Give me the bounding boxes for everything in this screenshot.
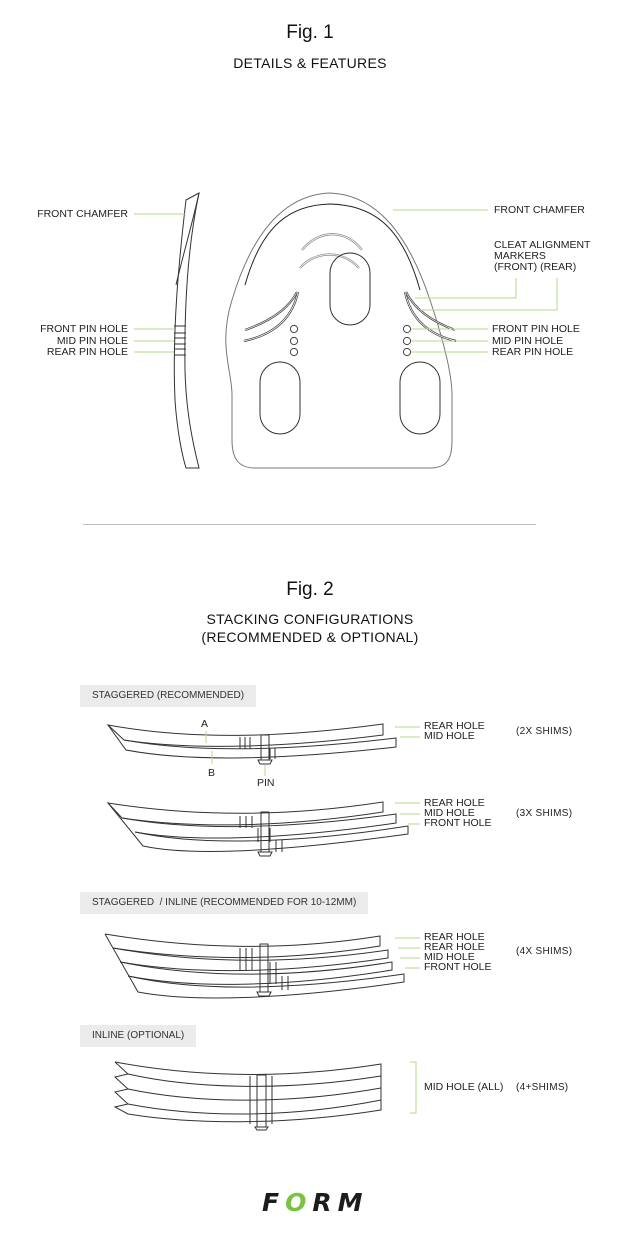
config1-hole-2: MID HOLE <box>424 730 475 742</box>
callout-a: A <box>201 718 209 730</box>
side-label-front-chamfer: FRONT CHAMFER <box>37 208 128 220</box>
fig2-title: Fig. 2 <box>286 579 334 600</box>
top-label-cleat-alignment-2: MARKERS <box>494 250 546 262</box>
side-label-mid-pin-hole: MID PIN HOLE <box>56 335 128 347</box>
config2-hole-3: FRONT HOLE <box>424 817 492 829</box>
config4-qty: (4+SHIMS) <box>516 1082 569 1093</box>
top-label-rear-pin-hole: REAR PIN HOLE <box>492 346 574 358</box>
stack-inline <box>115 1062 381 1130</box>
fig2-subtitle-line1: STACKING CONFIGURATIONS <box>206 611 414 627</box>
logo-letter-f: F <box>262 1188 286 1217</box>
top-label-mid-pin-hole: MID PIN HOLE <box>492 335 564 347</box>
config2-hole-1: REAR HOLE <box>424 797 485 809</box>
config3-qty: (4X SHIMS) <box>516 946 573 957</box>
config3-hole-4: FRONT HOLE <box>424 961 492 973</box>
stack-2-shims <box>108 724 396 764</box>
config3-hole-3: MID HOLE <box>424 951 475 963</box>
logo-letter-o: O <box>285 1188 313 1217</box>
config1-qty: (2X SHIMS) <box>516 726 573 737</box>
config4-hole: MID HOLE (ALL) <box>424 1081 504 1093</box>
config3-hole-2: REAR HOLE <box>424 941 485 953</box>
stack-4-shims <box>105 934 404 998</box>
callout-pin: PIN <box>257 777 275 789</box>
config2-hole-2: MID HOLE <box>424 807 475 819</box>
top-label-cleat-alignment-3: (FRONT) (REAR) <box>494 261 577 273</box>
side-label-front-pin-hole: FRONT PIN HOLE <box>40 323 128 335</box>
config2-qty: (3X SHIMS) <box>516 808 573 819</box>
stack-3-shims <box>108 802 408 856</box>
top-label-front-chamfer: FRONT CHAMFER <box>494 204 585 216</box>
section-tag-staggered-inline: STAGGERED / INLINE (RECOMMENDED FOR 10-12MM) <box>80 892 368 914</box>
fig2-subtitle-line2: (RECOMMENDED & OPTIONAL) <box>201 629 419 645</box>
section-tag-staggered: STAGGERED (RECOMMENDED) <box>80 685 256 707</box>
side-label-rear-pin-hole: REAR PIN HOLE <box>46 346 128 358</box>
callout-b: B <box>208 767 216 779</box>
section-tag-inline: INLINE (OPTIONAL) <box>80 1025 196 1047</box>
logo-letters-rm: RM <box>312 1188 369 1217</box>
top-label-front-pin-hole: FRONT PIN HOLE <box>492 323 580 335</box>
form-logo <box>262 1188 368 1217</box>
fig1-subtitle: DETAILS & FEATURES <box>233 55 387 71</box>
top-label-cleat-alignment-1: CLEAT ALIGNMENT <box>494 239 591 251</box>
config1-hole-1: REAR HOLE <box>424 720 485 732</box>
fig1-title: Fig. 1 <box>286 22 334 43</box>
config3-hole-1: REAR HOLE <box>424 931 485 943</box>
